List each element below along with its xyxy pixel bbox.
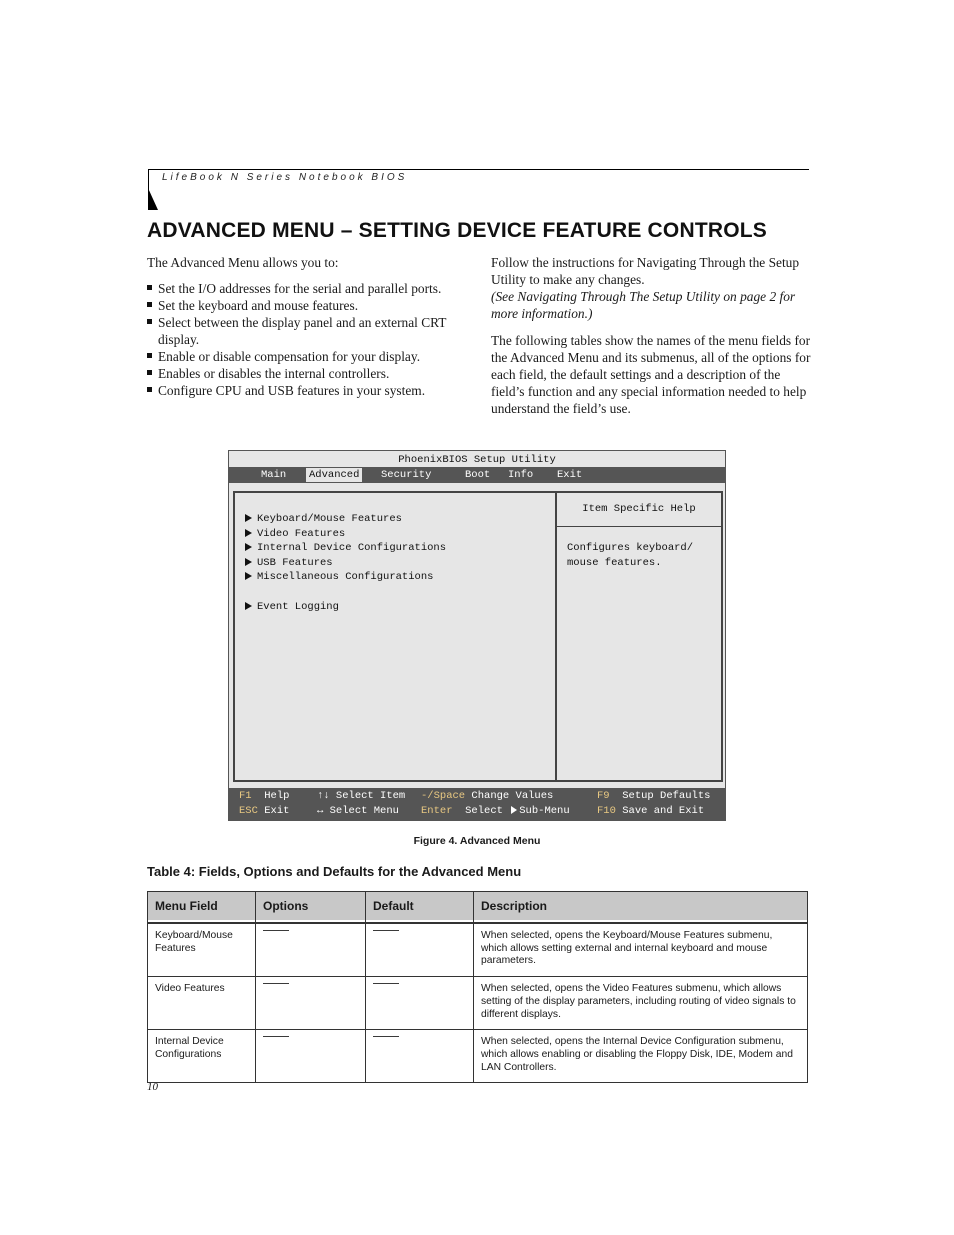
panel-divider	[555, 493, 557, 780]
header-rule	[148, 169, 809, 170]
tables-explanation: The following tables show the names of the menu fields for the Advanced Menu and its submenus, all of the options for each field, the default settings and a description of the field’s function and any special information needed to help understand the field’s use.	[491, 333, 811, 416]
col-header-menu-field: Menu Field	[148, 892, 256, 921]
submenu-arrow-icon	[245, 514, 252, 522]
menu-main[interactable]: Main	[261, 469, 287, 481]
key-f9-defaults: F9 Setup Defaults	[597, 790, 711, 802]
cell-description: When selected, opens the Video Features submenu, which allows setting of the display parameters, including routing of video signals to different displays.	[474, 977, 808, 1030]
intro-right-column	[491, 254, 811, 417]
key-f10-save-exit: F10 Save and Exit	[597, 805, 705, 817]
table-title: Table 4: Fields, Options and Defaults for the Advanced Menu	[147, 864, 522, 879]
cell-field: Internal Device Configurations	[148, 1030, 256, 1083]
submenu-arrow-icon	[245, 543, 252, 551]
bios-item-misc[interactable]: Miscellaneous Configurations	[245, 571, 446, 586]
menu-exit[interactable]: Exit	[557, 469, 583, 481]
help-header-rule	[557, 526, 721, 527]
key-select-menu: ↔ Select Menu	[317, 805, 399, 817]
advanced-menu-table	[147, 891, 808, 1083]
running-title: LifeBook N Series Notebook BIOS	[162, 172, 408, 183]
intro-lead: The Advanced Menu allows you to:	[147, 255, 339, 270]
cell-options: ——	[256, 1030, 366, 1083]
submenu-arrow-icon	[245, 602, 252, 610]
bios-item-keyboard-mouse[interactable]: Keyboard/Mouse Features	[245, 513, 446, 528]
cell-description: When selected, opens the Internal Device Configuration submenu, which allows enabling or disabling the Floppy Disk, IDE, Modem and LAN Controllers.	[474, 1030, 808, 1083]
key-esc-exit: ESC Exit	[239, 805, 290, 817]
menu-advanced[interactable]: Advanced	[306, 468, 362, 482]
bullet-item: Set the I/O addresses for the serial and parallel ports.	[147, 280, 467, 297]
table-row	[148, 977, 808, 1030]
intro-left-column	[147, 254, 467, 399]
help-header: Item Specific Help	[582, 503, 696, 515]
bios-title: PhoenixBIOS Setup Utility	[398, 454, 556, 466]
key-f1-help: F1 Help	[239, 790, 290, 802]
col-header-options: Options	[256, 892, 366, 921]
submenu-arrow-icon	[245, 529, 252, 537]
bios-key-legend	[229, 788, 725, 820]
figure-caption: Figure 4. Advanced Menu	[413, 835, 541, 847]
submenu-arrow-icon	[245, 558, 252, 566]
header-triangle-mark	[148, 188, 158, 210]
table-header-row	[148, 892, 808, 921]
menu-boot[interactable]: Boot	[465, 469, 491, 481]
help-text: Configures keyboard/ mouse features.	[567, 542, 694, 569]
cell-options: ——	[256, 977, 366, 1030]
feature-bullet-list	[147, 280, 467, 399]
bios-item-event-logging[interactable]: Event Logging	[245, 601, 446, 616]
cell-options: ——	[256, 923, 366, 977]
table-row	[148, 923, 808, 977]
bullet-item: Enable or disable compensation for your display.	[147, 348, 467, 365]
cell-field: Keyboard/Mouse Features	[148, 923, 256, 977]
submenu-arrow-icon	[511, 806, 517, 814]
submenu-arrow-icon	[245, 572, 252, 580]
page-title: ADVANCED MENU – SETTING DEVICE FEATURE CONTROLS	[147, 219, 767, 242]
bios-menu-bar	[229, 467, 725, 483]
bios-item-internal-devices[interactable]: Internal Device Configurations	[245, 542, 446, 557]
cell-default: ——	[366, 1030, 474, 1083]
navigation-instructions: Follow the instructions for Navigating Through the Setup Utility to make any changes.	[491, 255, 800, 287]
col-header-default: Default	[366, 892, 474, 921]
cell-default: ——	[366, 977, 474, 1030]
key-select-item: ↑↓ Select Item	[317, 790, 406, 802]
bios-item-video[interactable]: Video Features	[245, 528, 446, 543]
cell-description: When selected, opens the Keyboard/Mouse Features submenu, which allows setting external and internal keyboard and mouse parameters.	[474, 923, 808, 977]
bullet-item: Enables or disables the internal controllers.	[147, 365, 467, 382]
bullet-item: Set the keyboard and mouse features.	[147, 297, 467, 314]
bios-item-usb[interactable]: USB Features	[245, 557, 446, 572]
table-row	[148, 1030, 808, 1083]
cell-field: Video Features	[148, 977, 256, 1030]
bios-main-panel	[233, 491, 723, 782]
key-change-values: -/Space Change Values	[421, 790, 554, 802]
bios-item-list	[245, 513, 446, 615]
cell-default: ——	[366, 923, 474, 977]
col-header-description: Description	[474, 892, 808, 921]
bios-screenshot	[228, 450, 726, 821]
menu-security[interactable]: Security	[381, 469, 432, 481]
bullet-item: Select between the display panel and an external CRT display.	[147, 314, 467, 348]
navigation-reference: (See Navigating Through The Setup Utility on page 2 for more information.)	[491, 289, 796, 321]
bullet-item: Configure CPU and USB features in your system.	[147, 382, 467, 399]
page-number: 10	[147, 1081, 158, 1093]
menu-info[interactable]: Info	[508, 469, 534, 481]
key-enter-submenu: Enter Select Sub-Menu	[421, 805, 570, 817]
